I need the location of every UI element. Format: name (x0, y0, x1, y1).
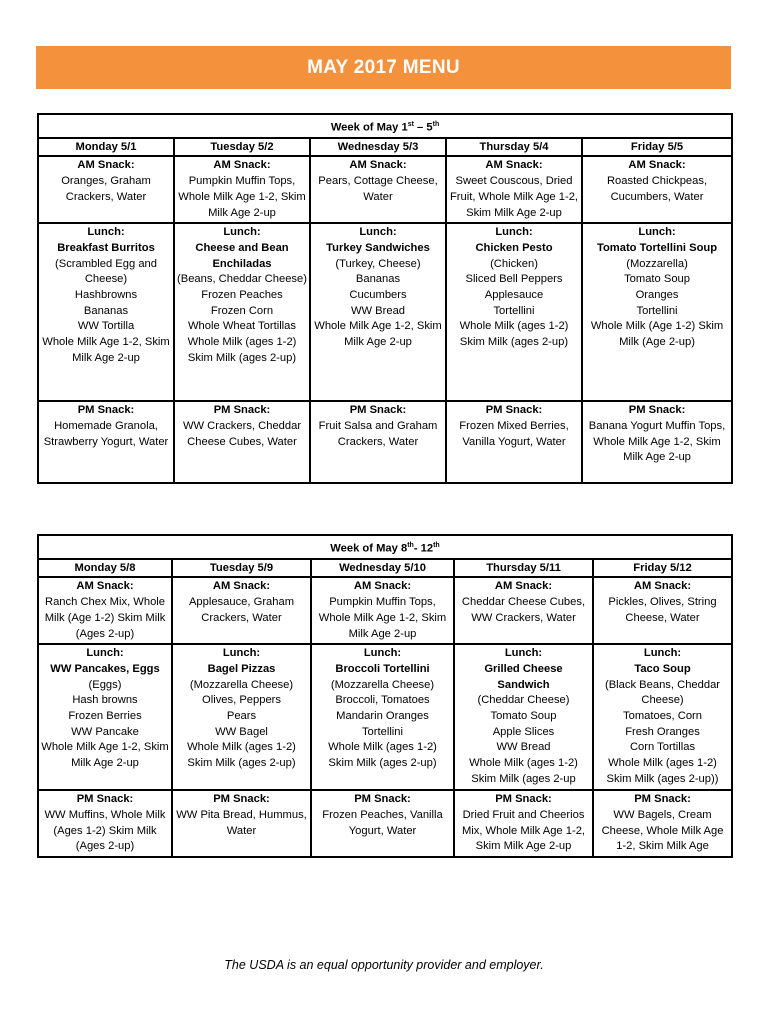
day-header: Wednesday 5/10 (311, 559, 454, 577)
pm-snack-cell: PM Snack: Homemade Granola, Strawberry Yogurt, Water (38, 401, 174, 483)
day-header: Thursday 5/11 (454, 559, 593, 577)
am-snack-cell: AM Snack: Roasted Chickpeas, Cucumbers, Water (582, 156, 732, 223)
am-snack-cell: AM Snack: Pumpkin Muffin Tops, Whole Milk Age 1-2, Skim Milk Age 2-up (311, 577, 454, 644)
usda-footer-note: The USDA is an equal opportunity provider and employer. (224, 958, 544, 972)
lunch-cell: Lunch: Chicken Pesto (Chicken) Sliced Bell Peppers Applesauce Tortellini Whole Milk (ages 1-2) Skim Milk (ages 2-up) (446, 223, 582, 401)
menu-title-banner (36, 46, 731, 89)
pm-snack-cell: PM Snack: Frozen Mixed Berries, Vanilla Yogurt, Water (446, 401, 582, 483)
pm-snack-cell: PM Snack: Banana Yogurt Muffin Tops, Whole Milk Age 1-2, Skim Milk Age 2-up (582, 401, 732, 483)
pm-snack-cell: PM Snack: Frozen Peaches, Vanilla Yogurt, Water (311, 790, 454, 857)
week-2-table (37, 534, 733, 858)
lunch-cell: Lunch: Breakfast Burritos (Scrambled Egg and Cheese) Hashbrowns Bananas WW Tortilla Whole Milk Age 1-2, Skim Milk Age 2-up (38, 223, 174, 401)
pm-snack-cell: PM Snack: Dried Fruit and Cheerios Mix, Whole Milk Age 1-2, Skim Milk Age 2-up (454, 790, 593, 857)
page-title: MAY 2017 MENU (307, 57, 460, 78)
day-header: Friday 5/12 (593, 559, 732, 577)
pm-snack-cell: PM Snack: WW Muffins, Whole Milk (Ages 1-2) Skim Milk (Ages 2-up) (38, 790, 172, 857)
am-snack-cell: AM Snack: Ranch Chex Mix, Whole Milk (Age 1-2) Skim Milk (Ages 2-up) (38, 577, 172, 644)
pm-snack-cell: PM Snack: WW Bagels, Cream Cheese, Whole Milk Age 1-2, Skim Milk Age (593, 790, 732, 857)
am-snack-cell: AM Snack: Cheddar Cheese Cubes, WW Crackers, Water (454, 577, 593, 644)
lunch-cell: Lunch: Grilled Cheese Sandwich (Cheddar Cheese) Tomato Soup Apple Slices WW Bread Whole Milk (ages 1-2) Skim Milk (ages 2-up (454, 644, 593, 790)
lunch-cell: Lunch: Bagel Pizzas (Mozzarella Cheese) Olives, Peppers Pears WW Bagel Whole Milk (ages 1-2) Skim Milk (ages 2-up) (172, 644, 311, 790)
week-1-label: Week of May 1st – 5th (38, 114, 732, 138)
week-1-table (37, 113, 733, 484)
day-header: Friday 5/5 (582, 138, 732, 156)
lunch-cell: Lunch: Tomato Tortellini Soup (Mozzarella) Tomato Soup Oranges Tortellini Whole Milk (Age 1-2) Skim Milk (Age 2-up) (582, 223, 732, 401)
lunch-cell: Lunch: Cheese and Bean Enchiladas (Beans, Cheddar Cheese) Frozen Peaches Frozen Corn Whole Wheat Tortillas Whole Milk (ages 1-2) Skim Milk (ages 2-up) (174, 223, 310, 401)
pm-snack-cell: PM Snack: Fruit Salsa and Graham Crackers, Water (310, 401, 446, 483)
am-snack-cell: AM Snack: Oranges, Graham Crackers, Water (38, 156, 174, 223)
pm-snack-cell: PM Snack: WW Pita Bread, Hummus, Water (172, 790, 311, 857)
day-header: Tuesday 5/2 (174, 138, 310, 156)
lunch-cell: Lunch: WW Pancakes, Eggs (Eggs) Hash browns Frozen Berries WW Pancake Whole Milk Age 1-2, Skim Milk Age 2-up (38, 644, 172, 790)
day-header: Wednesday 5/3 (310, 138, 446, 156)
day-header: Thursday 5/4 (446, 138, 582, 156)
am-snack-cell: AM Snack: Pumpkin Muffin Tops, Whole Milk Age 1-2, Skim Milk Age 2-up (174, 156, 310, 223)
lunch-cell: Lunch: Turkey Sandwiches (Turkey, Cheese) Bananas Cucumbers WW Bread Whole Milk Age 1-2, Skim Milk Age 2-up (310, 223, 446, 401)
am-snack-cell: AM Snack: Pears, Cottage Cheese, Water (310, 156, 446, 223)
lunch-cell: Lunch: Taco Soup (Black Beans, Cheddar Cheese) Tomatoes, Corn Fresh Oranges Corn Tortillas Whole Milk (ages 1-2) Skim Milk (ages 2-up)) (593, 644, 732, 790)
am-snack-cell: AM Snack: Applesauce, Graham Crackers, Water (172, 577, 311, 644)
week-2-label: Week of May 8th- 12th (38, 535, 732, 559)
am-snack-cell: AM Snack: Sweet Couscous, Dried Fruit, Whole Milk Age 1-2, Skim Milk Age 2-up (446, 156, 582, 223)
lunch-cell: Lunch: Broccoli Tortellini (Mozzarella Cheese) Broccoli, Tomatoes Mandarin Oranges Tortellini Whole Milk (ages 1-2) Skim Milk (ages 2-up) (311, 644, 454, 790)
day-header: Monday 5/8 (38, 559, 172, 577)
day-header: Tuesday 5/9 (172, 559, 311, 577)
day-header: Monday 5/1 (38, 138, 174, 156)
am-snack-cell: AM Snack: Pickles, Olives, String Cheese, Water (593, 577, 732, 644)
pm-snack-cell: PM Snack: WW Crackers, Cheddar Cheese Cubes, Water (174, 401, 310, 483)
